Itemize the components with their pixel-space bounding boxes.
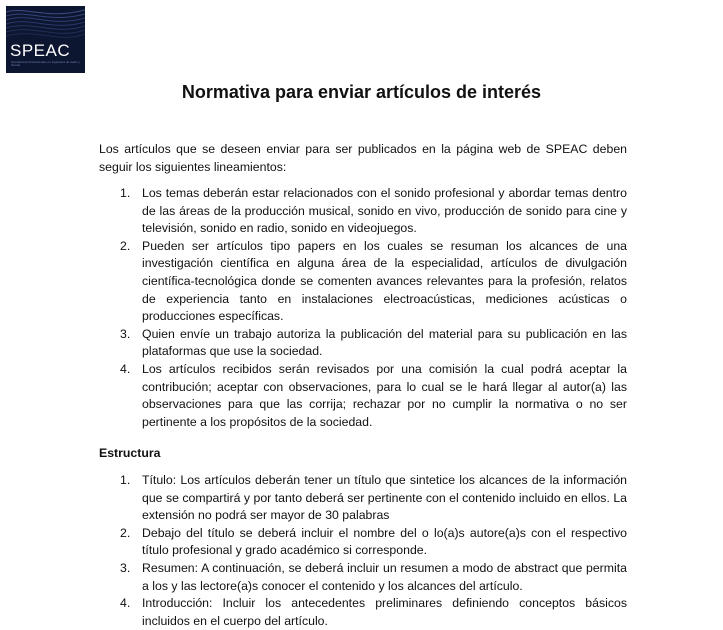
list-item <box>99 185 627 238</box>
guidelines-list <box>99 185 627 431</box>
list-item <box>99 595 627 630</box>
item-text: Los temas deberán estar relacionados con el sonido profesional y abordar temas dentro de las áreas de la producción musical, sonido en vivo, producción de sonido para cine y televisión, sonido en radio, sonido en videojuegos. <box>142 186 627 236</box>
item-number: 1. <box>120 473 131 487</box>
page-title: Normativa para enviar artículos de interés <box>181 82 542 102</box>
item-number: 4. <box>120 361 131 376</box>
item-number: 3. <box>120 326 131 341</box>
item-number: 3. <box>120 560 131 575</box>
intro-paragraph: Los artículos que se deseen enviar para ser publicados en la página web de SPEAC deben seguir los siguientes lineamientos: <box>99 142 627 174</box>
item-text: Pueden ser artículos tipo papers en los cuales se resuman los alcances de una investigación científica en alguna área de la especialidad, artículos de divulgación científica-tecnológica donde se comenten avances relevantes para la profesión, relatos de experiencia tanto en instalaciones electroacústicas, mediciones acústicas o producciones específicas. <box>142 238 627 324</box>
item-text: Introducción: Incluir los antecedentes preliminares definiendo conceptos básicos incluidos en el cuerpo del artículo. <box>142 596 627 628</box>
speac-logo <box>6 6 85 73</box>
item-text: Resumen: A continuación, se deberá incluir un resumen a modo de abstract que permita a los y las lectore(a)s conocer el contenido y los alcances del artículo. <box>142 560 627 593</box>
item-number: 4. <box>120 596 131 611</box>
item-number: 2. <box>120 525 131 540</box>
list-item <box>99 525 627 560</box>
item-text: Debajo del título se deberá incluir el nombre del o lo(a)s autore(a)s con el respectivo título profesional y grado académico si corresponde. <box>142 525 627 558</box>
logo-text: SPEAC <box>10 41 71 60</box>
logo-subtitle: Sociedad de Profesionales en Ingeniería de Audio y Sonido <box>11 61 80 67</box>
structure-heading: Estructura <box>99 446 161 460</box>
item-text: Los artículos recibidos serán revisados por una comisión la cual podrá aceptar la contribución; aceptar con observaciones, para lo cual se le hará llegar al autor(a) las observaciones para que las corrija; rechazar por no cumplir la normativa o no ser pertinente a los propósitos de la sociedad. <box>142 361 627 429</box>
structure-list <box>99 472 627 630</box>
list-item <box>99 326 627 361</box>
item-number: 2. <box>120 238 131 253</box>
item-text: Título: Los artículos deberán tener un título que sintetice los alcances de la información que se compartirá y por tanto deberá ser pertinente con el contenido incluido en ellos. La extensión no podrá ser mayor de 30 palabras <box>142 473 627 523</box>
item-number: 1. <box>120 186 131 200</box>
list-item <box>99 560 627 595</box>
list-item <box>99 361 627 431</box>
item-text: Quien envíe un trabajo autoriza la publicación del material para su publicación en las plataformas que use la sociedad. <box>142 326 627 359</box>
list-item <box>99 472 627 525</box>
list-item <box>99 238 627 326</box>
